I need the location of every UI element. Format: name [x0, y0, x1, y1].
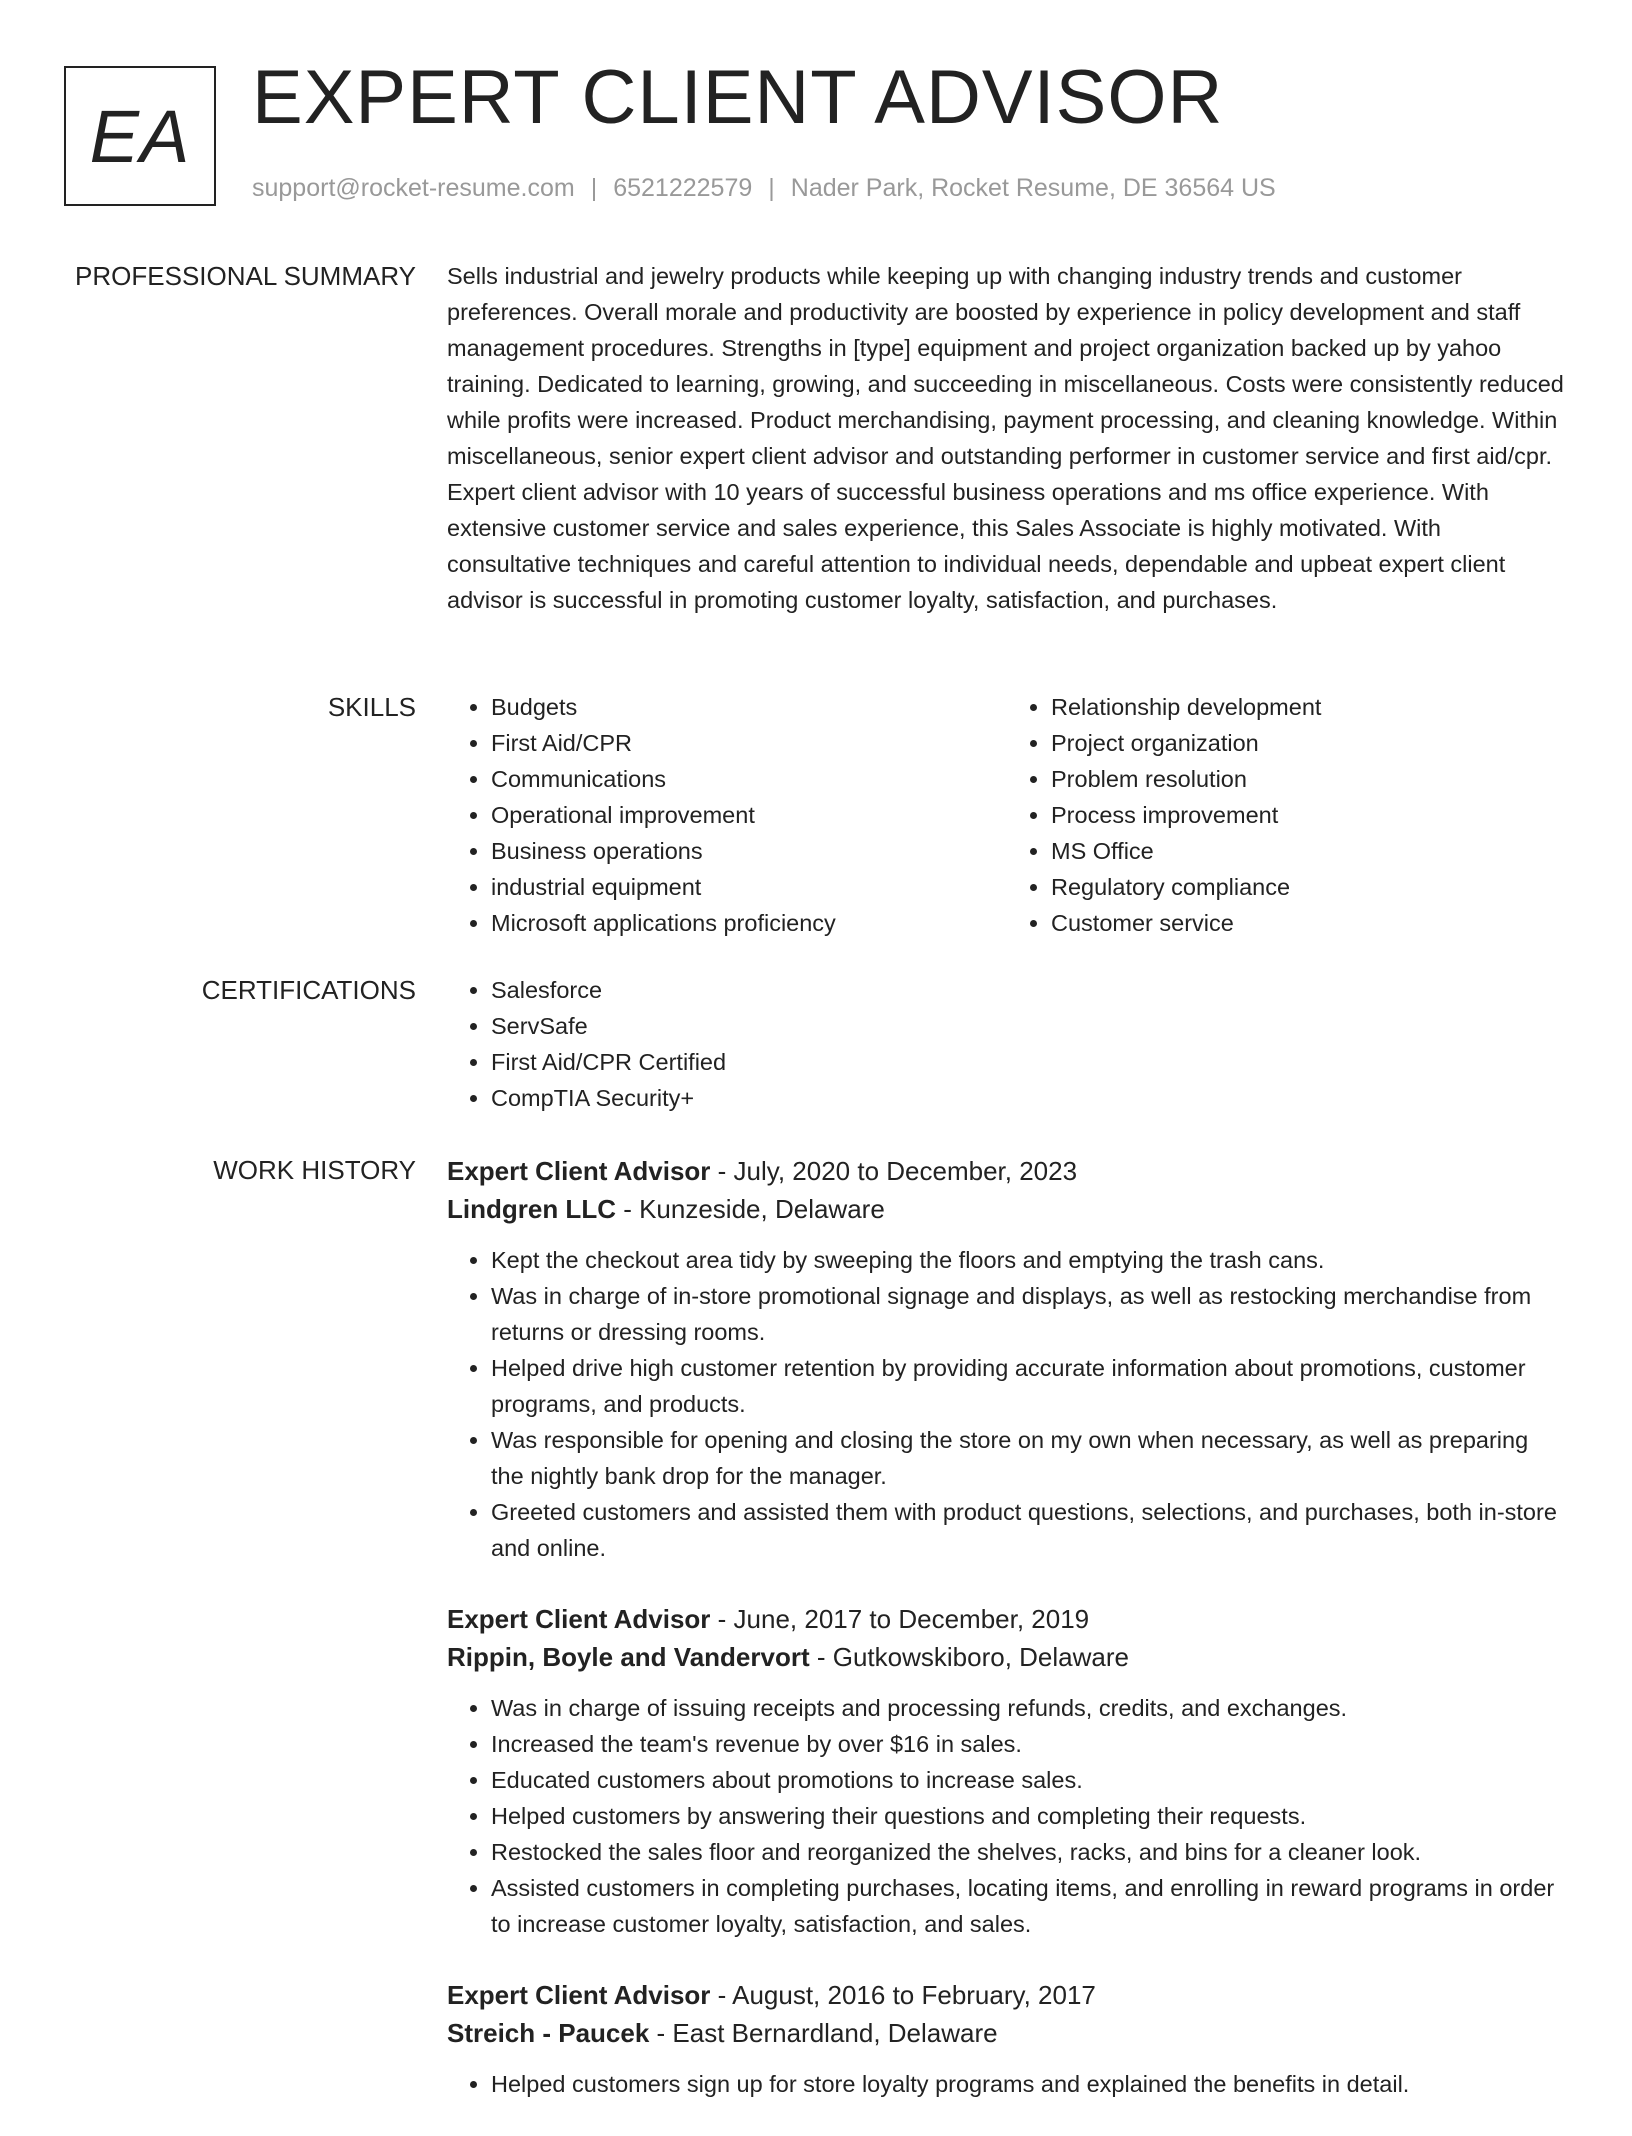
skill-item: • Business operations: [491, 833, 1007, 869]
job-bullet: • Helped customers by answering their questions and completing their requests.: [491, 1798, 1567, 1834]
certification-item: • ServSafe: [491, 1008, 1567, 1044]
certifications-heading: CERTIFICATIONS: [201, 975, 416, 1005]
job-bullet: • Helped customers sign up for store loyalty programs and explained the benefits in detail.: [491, 2066, 1567, 2102]
contact-separator: |: [590, 174, 598, 202]
contact-separator: |: [768, 174, 775, 202]
job-bullets: [447, 1690, 1567, 1942]
job-bullet: • Was in charge of issuing receipts and processing refunds, credits, and exchanges.: [491, 1690, 1567, 1726]
job-title-line: [447, 1152, 1567, 1190]
job-title: Expert Client Advisor: [447, 1604, 711, 1634]
job-dates: - June, 2017 to December, 2019: [710, 1604, 1090, 1634]
job-title-line: [447, 1600, 1567, 1638]
certification-item: • Salesforce: [491, 972, 1567, 1008]
contact-email: support@rocket-resume.com: [252, 174, 575, 202]
job-company-line: [447, 1190, 1567, 1228]
job-company: Streich - Paucek: [447, 2018, 650, 2048]
job-company-line: [447, 1638, 1567, 1676]
skill-item: • Operational improvement: [491, 797, 1007, 833]
contact-phone: 6521222579: [613, 174, 753, 202]
skill-item: • Budgets: [491, 689, 1007, 725]
job-location: - Gutkowskiboro, Delaware: [809, 1642, 1129, 1672]
skill-item: • Problem resolution: [1051, 761, 1567, 797]
job-entry: [447, 1976, 1567, 2102]
skill-item: • Customer service: [1051, 905, 1567, 941]
skill-item: • Process improvement: [1051, 797, 1567, 833]
skill-item: • First Aid/CPR: [491, 725, 1007, 761]
contact-line: [252, 174, 1276, 203]
job-title: Expert Client Advisor: [447, 1156, 711, 1186]
skill-item: • Regulatory compliance: [1051, 869, 1567, 905]
work-history-heading: WORK HISTORY: [213, 1155, 416, 1185]
job-bullet: • Restocked the sales floor and reorganized the shelves, racks, and bins for a cleaner look.: [491, 1834, 1567, 1870]
job-bullet: • Helped drive high customer retention by providing accurate information about promotions, customer programs, and products.: [491, 1350, 1567, 1422]
skill-item: • Relationship development: [1051, 689, 1567, 725]
job-company-line: [447, 2014, 1567, 2052]
skill-item: • MS Office: [1051, 833, 1567, 869]
job-entry: [447, 1600, 1567, 1942]
skills-list-right: [1007, 689, 1567, 941]
certification-item: • First Aid/CPR Certified: [491, 1044, 1567, 1080]
job-bullets: [447, 1242, 1567, 1566]
certifications-list: [447, 972, 1567, 1116]
job-entry: [447, 1152, 1567, 1566]
job-bullets: [447, 2066, 1567, 2102]
job-bullet: • Greeted customers and assisted them with product questions, selections, and purchases, both in-store and online.: [491, 1494, 1567, 1566]
skills-list-left: [447, 689, 1007, 941]
job-bullet: • Educated customers about promotions to increase sales.: [491, 1762, 1567, 1798]
job-company: Lindgren LLC: [447, 1194, 616, 1224]
skill-item: • industrial equipment: [491, 869, 1007, 905]
job-location: - Kunzeside, Delaware: [615, 1194, 885, 1224]
job-location: - East Bernardland, Delaware: [649, 2018, 998, 2048]
job-bullet: • Assisted customers in completing purchases, locating items, and enrolling in reward programs in order to increase customer loyalty, satisfaction, and sales.: [491, 1870, 1567, 1942]
skill-item: • Communications: [491, 761, 1007, 797]
certification-item: • CompTIA Security+: [491, 1080, 1567, 1116]
job-bullet: • Increased the team's revenue by over $16 in sales.: [491, 1726, 1567, 1762]
skills-heading: SKILLS: [327, 692, 416, 722]
job-company: Rippin, Boyle and Vandervort: [447, 1642, 810, 1672]
skill-item: • Microsoft applications proficiency: [491, 905, 1007, 941]
job-title: Expert Client Advisor: [447, 1980, 711, 2010]
job-dates: - August, 2016 to February, 2017: [710, 1980, 1096, 2010]
job-bullet: • Was in charge of in-store promotional signage and displays, as well as restocking merchandise from returns or dressing rooms.: [491, 1278, 1567, 1350]
summary-heading: PROFESSIONAL SUMMARY: [75, 261, 416, 291]
contact-address: Nader Park, Rocket Resume, DE 36564 US: [790, 174, 1276, 202]
job-bullet: • Was responsible for opening and closing the store on my own when necessary, as well as preparing the nightly bank drop for the manager.: [491, 1422, 1567, 1494]
skill-item: • Project organization: [1051, 725, 1567, 761]
resume-name: EXPERT CLIENT ADVISOR: [252, 55, 1224, 140]
job-dates: - July, 2020 to December, 2023: [710, 1156, 1078, 1186]
summary-text: Sells industrial and jewelry products while keeping up with changing industry trends and customer preferences. Overall morale and productivity are boosted by experience in policy development and staff management procedures. Strengths in [type] equipment and project organization backed up by yahoo training. Dedicated to learning, growing, and succeeding in miscellaneous. Costs were consistently reduced while profits were increased. Product merchandising, payment processing, and cleaning knowledge. Within miscellaneous, senior expert client advisor and outstanding performer in customer service and first aid/cpr. Expert client advisor with 10 years of successful business operations and ms office experience. With extensive customer service and sales experience, this Sales Associate is highly motivated. With consultative techniques and careful attention to individual needs, dependable and upbeat expert client advisor is successful in promoting customer loyalty, satisfaction, and purchases.: [447, 263, 1564, 613]
monogram-logo: EA: [64, 66, 216, 206]
job-title-line: [447, 1976, 1567, 2014]
job-bullet: • Kept the checkout area tidy by sweeping the floors and emptying the trash cans.: [491, 1242, 1567, 1278]
